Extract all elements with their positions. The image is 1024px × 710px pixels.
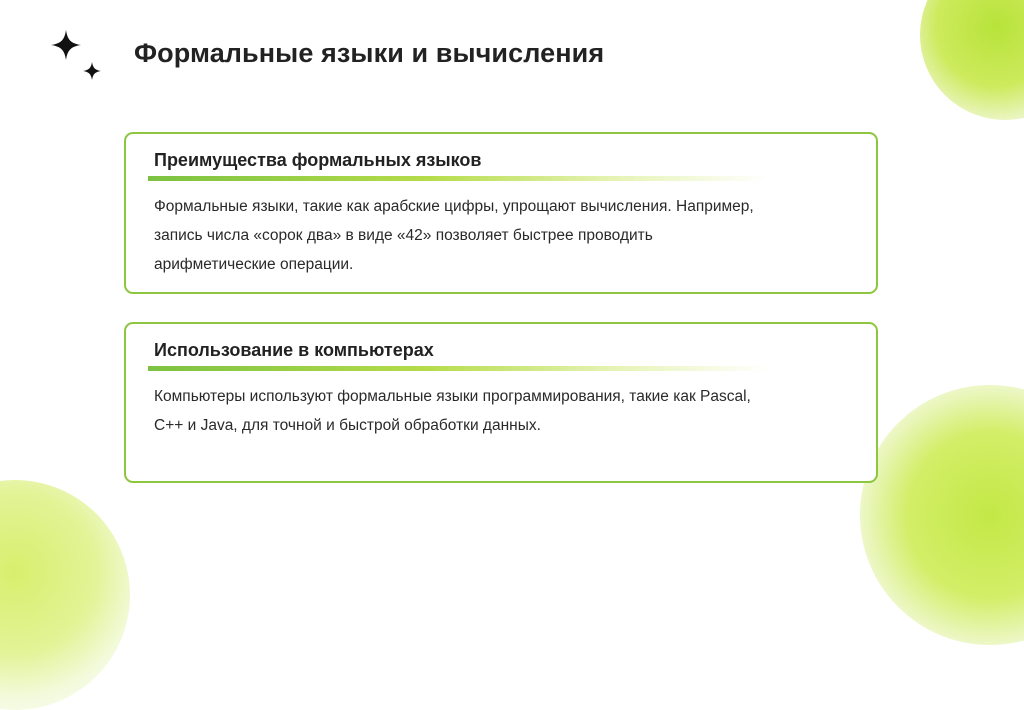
decorative-green-circle-top-right (920, 0, 1024, 120)
card-heading: Использование в компьютерах (154, 340, 434, 360)
body-line: запись числа «сорок два» в виде «42» позволяет быстрее проводить (154, 227, 653, 244)
heading-underline (148, 176, 768, 181)
card-body-text (154, 192, 844, 279)
body-line: Формальные языки, такие как арабские цифры, упрощают вычисления. Например, (154, 198, 754, 215)
body-line: C++ и Java, для точной и быстрой обработки данных. (154, 417, 541, 434)
computers-usage-card (124, 322, 878, 483)
sparkle-stars-icon (46, 28, 108, 88)
heading-underline (148, 366, 768, 371)
body-line: Компьютеры используют формальные языки программирования, такие как Pascal, (154, 388, 751, 405)
card-heading: Преимущества формальных языков (154, 150, 482, 170)
advantages-card (124, 132, 878, 294)
slide-title: Формальные языки и вычисления (134, 38, 605, 68)
body-line: арифметические операции. (154, 256, 354, 273)
decorative-green-circle-bottom-left (0, 480, 130, 710)
card-body-text (154, 382, 844, 440)
decorative-green-circle-bottom-right (860, 385, 1024, 645)
